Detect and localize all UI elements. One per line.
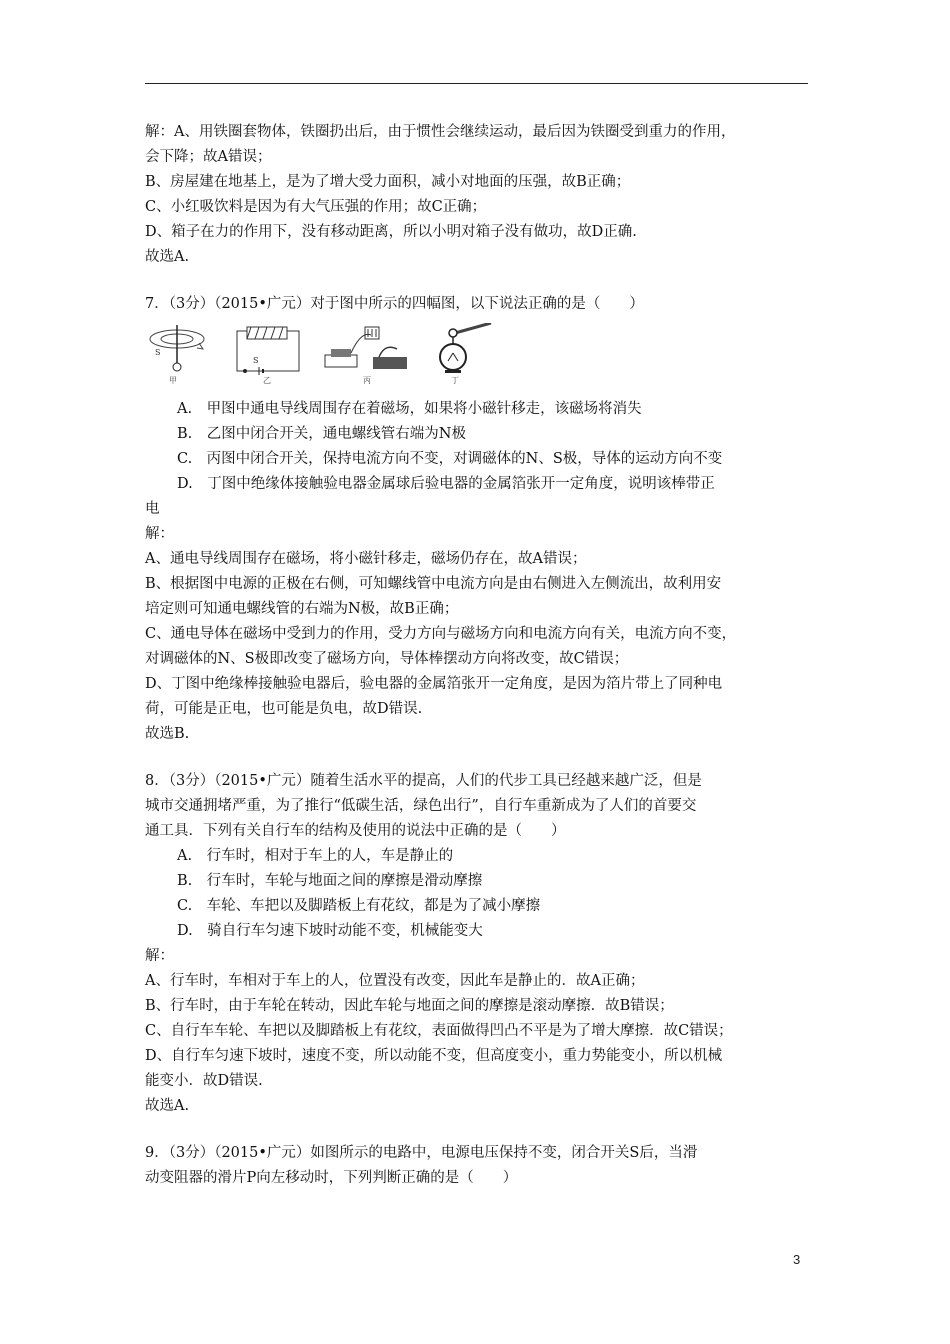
answer-line: 能变小．故D错误. [145, 1073, 263, 1089]
figure-caption: 丙 [363, 376, 371, 385]
answer-line: C、通电导体在磁场中受到力的作用，受力方向与磁场方向和电流方向有关，电流方向不变， [145, 626, 737, 642]
figure-caption: 丁 [451, 376, 459, 385]
question-stem: 8．（3分）（2015•广元）随着生活水平的提高，人们的代步工具已经越来越广泛，但是 [145, 773, 702, 789]
q6-answer [145, 120, 815, 270]
page-number: 3 [793, 1252, 801, 1267]
figure-ding [433, 323, 493, 385]
answer-line: 培定则可知通电螺线管的右端为N极，故B正确； [145, 601, 459, 617]
option-d-wrap: 电 [145, 501, 160, 517]
figure-caption: 乙 [263, 376, 271, 385]
answer-line: 解： [145, 948, 174, 964]
q7-figures [145, 323, 815, 389]
question-7 [145, 292, 815, 747]
answer-line: B、行车时，由于车轮在转动，因此车轮与地面之间的摩擦是滚动摩擦．故B错误； [145, 998, 674, 1014]
option-b: B. 乙图中闭合开关，通电螺线管右端为N极 [177, 426, 466, 442]
answer-line: 故选B. [145, 726, 190, 742]
answer-line: B、房屋建在地基上，是为了增大受力面积，减小对地面的压强，故B正确； [145, 174, 631, 190]
option-c: C. 车轮、车把以及脚踏板上有花纹，都是为了减小摩擦 [177, 898, 541, 914]
motor-principle-diagram [321, 323, 411, 381]
question-9 [145, 1141, 815, 1191]
svg-text:S: S [253, 356, 259, 365]
option-b: B. 行车时，车轮与地面之间的摩擦是滑动摩擦 [177, 873, 483, 889]
figure-yi [233, 323, 305, 385]
answer-line: 故选A. [145, 1098, 190, 1114]
question-stem: 7．（3分）（2015•广元）对于图中所示的四幅图，以下说法正确的是（ ） [145, 296, 644, 312]
solenoid-diagram [233, 323, 305, 381]
document-body [145, 120, 815, 1191]
question-stem: 动变阻器的滑片P向左移动时，下列判断正确的是（ ） [145, 1170, 518, 1186]
answer-line: 荷，可能是正电，也可能是负电，故D错误. [145, 701, 423, 717]
question-stem: 9．（3分）（2015•广元）如图所示的电路中，电源电压保持不变，闭合开关S后，当滑 [145, 1145, 698, 1161]
answer-line: 故选A. [145, 249, 190, 265]
option-a: A. 行车时，相对于车上的人，车是静止的 [177, 848, 454, 864]
answer-line: 解：A、用铁圈套物体，铁圈扔出后，由于惯性会继续运动，最后因为铁圈受到重力的作用， [145, 124, 736, 140]
answer-line: C、自行车车轮、车把以及脚踏板上有花纹，表面做得凹凸不平是为了增大摩擦．故C错误； [145, 1023, 733, 1039]
figure-caption: 甲 [169, 376, 177, 385]
question-8 [145, 769, 815, 1119]
answer-line: 会下降；故A错误； [145, 149, 272, 165]
answer-line: B、根据图中电源的正极在右侧，可知螺线管中电流方向是由右侧进入左侧流出，故利用安 [145, 576, 722, 592]
question-stem: 城市交通拥堵严重，为了推行“低碳生活，绿色出行”，自行车重新成为了人们的首要交 [145, 798, 697, 814]
magnetic-field-diagram [147, 323, 209, 381]
option-a: A. 甲图中通电导线周围存在着磁场，如果将小磁针移走，该磁场将消失 [177, 401, 642, 417]
answer-line: D、自行车匀速下坡时，速度不变，所以动能不变，但高度变小，重力势能变小，所以机械 [145, 1048, 723, 1064]
answer-line: A、行车时，车相对于车上的人，位置没有改变，因此车是静止的．故A正确； [145, 973, 645, 989]
answer-line: C、小红吸饮料是因为有大气压强的作用；故C正确； [145, 199, 487, 215]
answer-line: A、通电导线周围存在磁场，将小磁针移走，磁场仍存在，故A错误； [145, 551, 587, 567]
electroscope-diagram [433, 323, 493, 381]
figure-jia [147, 323, 209, 385]
answer-line: 对调磁体的N、S极即改变了磁场方向，导体棒摆动方向将改变，故C错误； [145, 651, 629, 667]
answer-line: 解： [145, 526, 174, 542]
answer-line: D、箱子在力的作用下，没有移动距离，所以小明对箱子没有做功，故D正确. [145, 224, 637, 240]
header-rule [145, 83, 808, 84]
option-d: D. 丁图中绝缘体接触验电器金属球后验电器的金属箔张开一定角度，说明该棒带正 [177, 476, 715, 492]
figure-bing [321, 323, 411, 385]
option-c: C. 丙图中闭合开关，保持电流方向不变，对调磁体的N、S极，导体的运动方向不变 [177, 451, 723, 467]
option-d: D. 骑自行车匀速下坡时动能不变，机械能变大 [177, 923, 483, 939]
answer-line: D、丁图中绝缘棒接触验电器后，验电器的金属箔张开一定角度，是因为箔片带上了同种电 [145, 676, 723, 692]
svg-text:S: S [155, 348, 161, 357]
question-stem: 通工具．下列有关自行车的结构及使用的说法中正确的是（ ） [145, 823, 566, 839]
